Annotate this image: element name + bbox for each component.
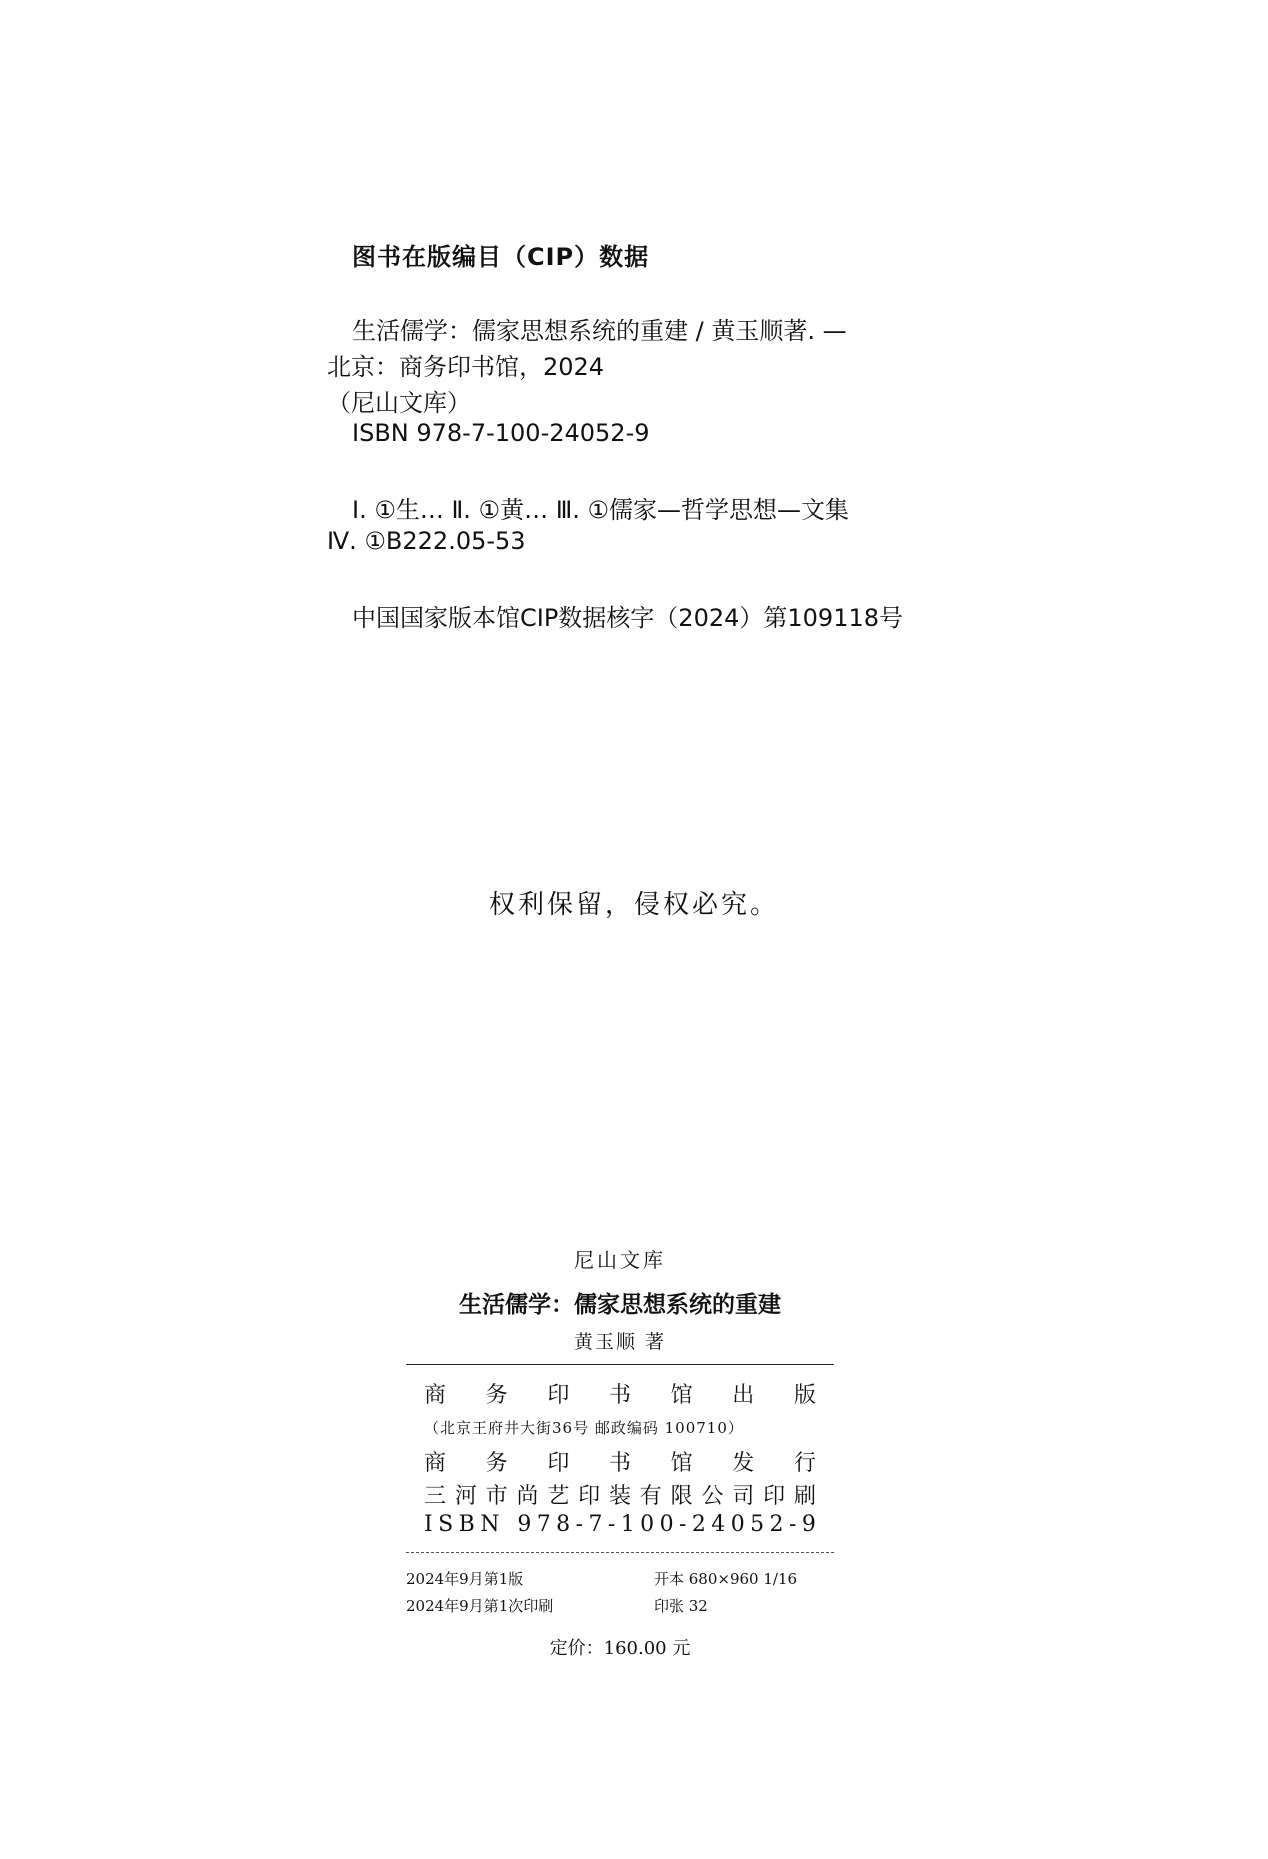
colophon-char: 刷: [793, 1484, 816, 1509]
cip-series-line: （尼山文库）: [327, 389, 471, 417]
colophon-char: 河: [454, 1484, 477, 1509]
colophon-char: -: [788, 1512, 797, 1537]
colophon-char: 0: [659, 1512, 674, 1537]
colophon-char: 0: [640, 1512, 655, 1537]
colophon-printing: 2024年9月第1次印刷: [406, 1597, 554, 1615]
colophon-char: 商: [424, 1451, 447, 1476]
colophon-char: N: [480, 1512, 500, 1537]
colophon-char: 尚: [516, 1484, 539, 1509]
colophon-char: 印: [763, 1484, 786, 1509]
colophon-sheets: 印张 32: [654, 1597, 708, 1615]
cip-title-line: 生活儒学：儒家思想系统的重建 / 黄玉顺著. —: [352, 317, 847, 345]
colophon-char: 版: [793, 1383, 816, 1408]
colophon-char: 书: [608, 1383, 631, 1408]
colophon-char: S: [438, 1512, 454, 1537]
colophon-isbn: [424, 1512, 816, 1537]
colophon-char: 艺: [547, 1484, 570, 1509]
cip-subject-line: Ⅰ. ①生… Ⅱ. ①黄… Ⅲ. ①儒家—哲学思想—文集: [352, 496, 850, 524]
colophon-char: [505, 1512, 512, 1537]
colophon-price: 定价：160.00 元: [549, 1638, 691, 1659]
colophon-series: 尼山文库: [574, 1248, 666, 1272]
colophon-char: -: [575, 1512, 584, 1537]
colophon-char: 7: [588, 1512, 603, 1537]
colophon-book-title: 生活儒学：儒家思想系统的重建: [459, 1292, 781, 1318]
colophon-format: 开本 680×960 1/16: [654, 1570, 798, 1588]
colophon-char: 商: [424, 1383, 447, 1408]
cip-classification-line: Ⅳ. ①B222.05-53: [327, 527, 526, 555]
colophon-char: 印: [547, 1451, 570, 1476]
colophon-char: 务: [485, 1451, 508, 1476]
colophon-char: I: [424, 1512, 433, 1537]
cip-publisher-line: 北京：商务印书馆，2024: [327, 353, 605, 381]
colophon-char: 9: [517, 1512, 532, 1537]
cip-heading: 图书在版编目（CIP）数据: [352, 243, 650, 271]
colophon-char: 7: [536, 1512, 551, 1537]
colophon-char: 行: [793, 1451, 816, 1476]
colophon-char: 印: [547, 1383, 570, 1408]
colophon-char: 0: [730, 1512, 745, 1537]
cip-record-number: 中国国家版本馆CIP数据核字（2024）第109118号: [352, 604, 904, 632]
colophon-printer: [424, 1479, 816, 1510]
colophon-distributor: [424, 1446, 816, 1477]
colophon-char: 出: [732, 1383, 755, 1408]
rights-notice: 权利保留，侵权必究。: [488, 890, 779, 920]
colophon-char: 1: [620, 1512, 635, 1537]
colophon-char: 馆: [670, 1383, 693, 1408]
colophon-edition: 2024年9月第1版: [406, 1570, 524, 1588]
colophon-char: 印: [578, 1484, 601, 1509]
colophon-char: 9: [801, 1512, 816, 1537]
colophon-char: -: [607, 1512, 616, 1537]
colophon-address: （北京王府井大街36号 邮政编码 100710）: [424, 1419, 744, 1437]
colophon-char: 4: [711, 1512, 726, 1537]
colophon-dotted-rule: [406, 1552, 834, 1553]
colophon-top-rule: [406, 1364, 834, 1365]
colophon-char: 限: [670, 1484, 693, 1509]
colophon-char: 务: [485, 1383, 508, 1408]
colophon-author: 黄玉顺 著: [573, 1331, 667, 1353]
colophon-char: 有: [639, 1484, 662, 1509]
colophon-char: 司: [732, 1484, 755, 1509]
colophon-char: 发: [732, 1451, 755, 1476]
cip-isbn-line: ISBN 978-7-100-24052-9: [352, 419, 650, 447]
colophon-char: 三: [424, 1484, 447, 1509]
colophon-char: -: [678, 1512, 687, 1537]
colophon-char: 市: [485, 1484, 508, 1509]
colophon-char: 书: [608, 1451, 631, 1476]
colophon-char: 公: [701, 1484, 724, 1509]
colophon-char: 8: [556, 1512, 571, 1537]
colophon-char: 2: [769, 1512, 784, 1537]
colophon-char: 馆: [670, 1451, 693, 1476]
colophon-publisher: [424, 1378, 816, 1409]
colophon-char: 2: [691, 1512, 706, 1537]
colophon-char: 5: [750, 1512, 765, 1537]
colophon-char: B: [458, 1512, 475, 1537]
colophon-char: 装: [608, 1484, 631, 1509]
